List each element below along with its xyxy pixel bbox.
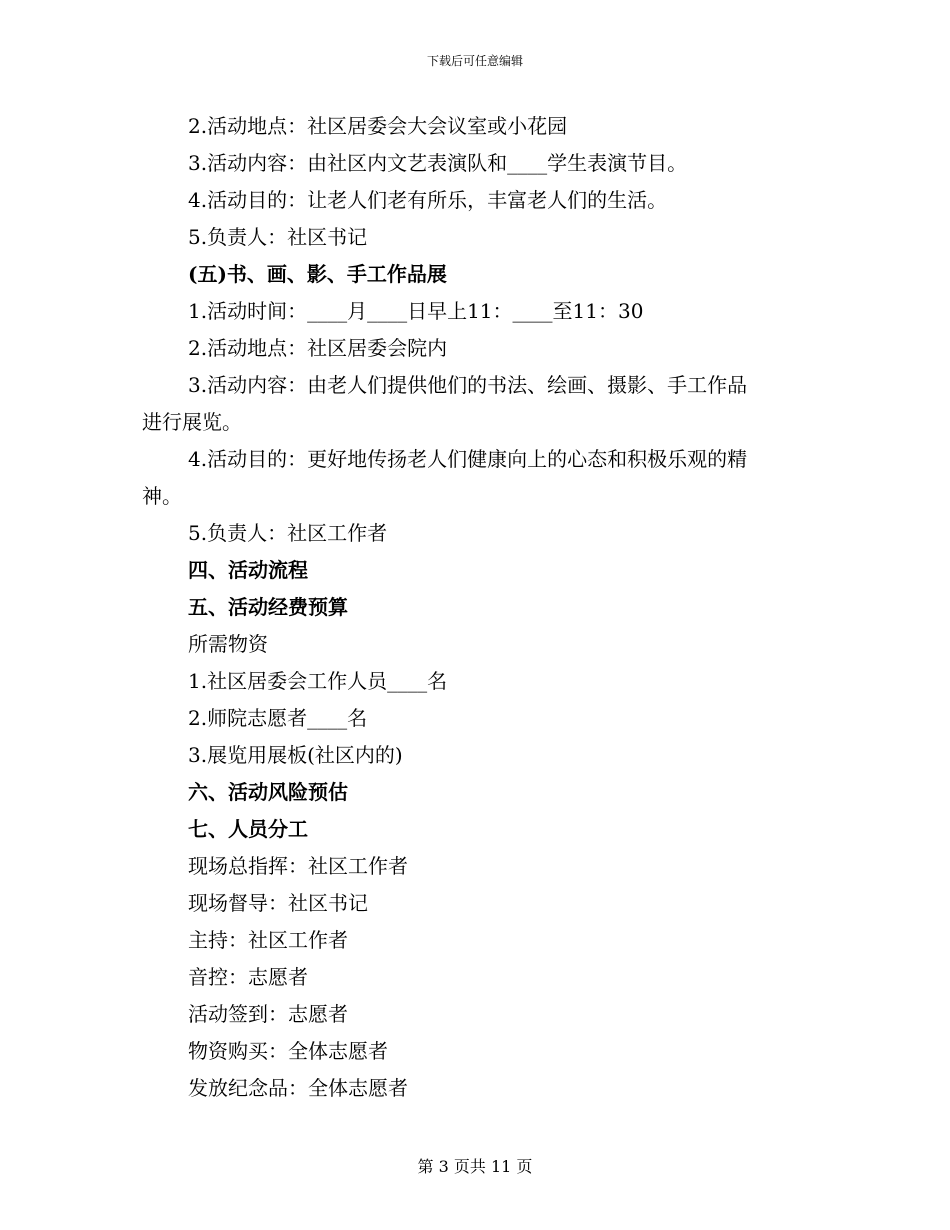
text-line: 进行展览。 — [142, 410, 242, 434]
text-line: 1.活动时间：____月____日早上11：____至11：30 — [188, 299, 644, 323]
text-line: 2.活动地点：社区居委会大会议室或小花园 — [188, 114, 568, 138]
section-heading: 四、活动流程 — [188, 558, 308, 582]
section-heading: 五、活动经费预算 — [188, 595, 348, 619]
text-line: 5.负责人：社区工作者 — [188, 521, 388, 545]
text-line: 活动签到：志愿者 — [188, 1002, 348, 1026]
page-footer: 第 3 页共 11 页 — [417, 1157, 533, 1176]
text-line: 神。 — [142, 484, 182, 508]
text-line: 2.活动地点：社区居委会院内 — [188, 336, 448, 360]
text-line: 现场督导：社区书记 — [188, 891, 368, 915]
text-line: 4.活动目的：让老人们老有所乐，丰富老人们的生活。 — [188, 188, 668, 212]
section-heading: 六、活动风险预估 — [188, 780, 348, 804]
text-line: 3.展览用展板(社区内的) — [188, 743, 403, 767]
text-line: 1.社区居委会工作人员____名 — [188, 669, 448, 693]
text-line: 4.活动目的：更好地传扬老人们健康向上的心态和积极乐观的精 — [188, 447, 748, 471]
text-line: 5.负责人：社区书记 — [188, 225, 368, 249]
text-line: 发放纪念品：全体志愿者 — [188, 1076, 408, 1100]
text-line: 3.活动内容：由老人们提供他们的书法、绘画、摄影、手工作品 — [188, 373, 748, 397]
text-line: 主持：社区工作者 — [188, 928, 348, 952]
text-line: 所需物资 — [188, 632, 268, 656]
section-heading: 七、人员分工 — [188, 817, 308, 841]
text-line: 2.师院志愿者____名 — [188, 706, 368, 730]
page-header: 下载后可任意编辑 — [426, 54, 523, 68]
section-heading: (五)书、画、影、手工作品展 — [188, 262, 447, 286]
text-line: 音控：志愿者 — [188, 965, 308, 989]
text-line: 现场总指挥：社区工作者 — [188, 854, 408, 878]
text-line: 物资购买：全体志愿者 — [188, 1039, 388, 1063]
text-line: 3.活动内容：由社区内文艺表演队和____学生表演节目。 — [188, 151, 688, 175]
